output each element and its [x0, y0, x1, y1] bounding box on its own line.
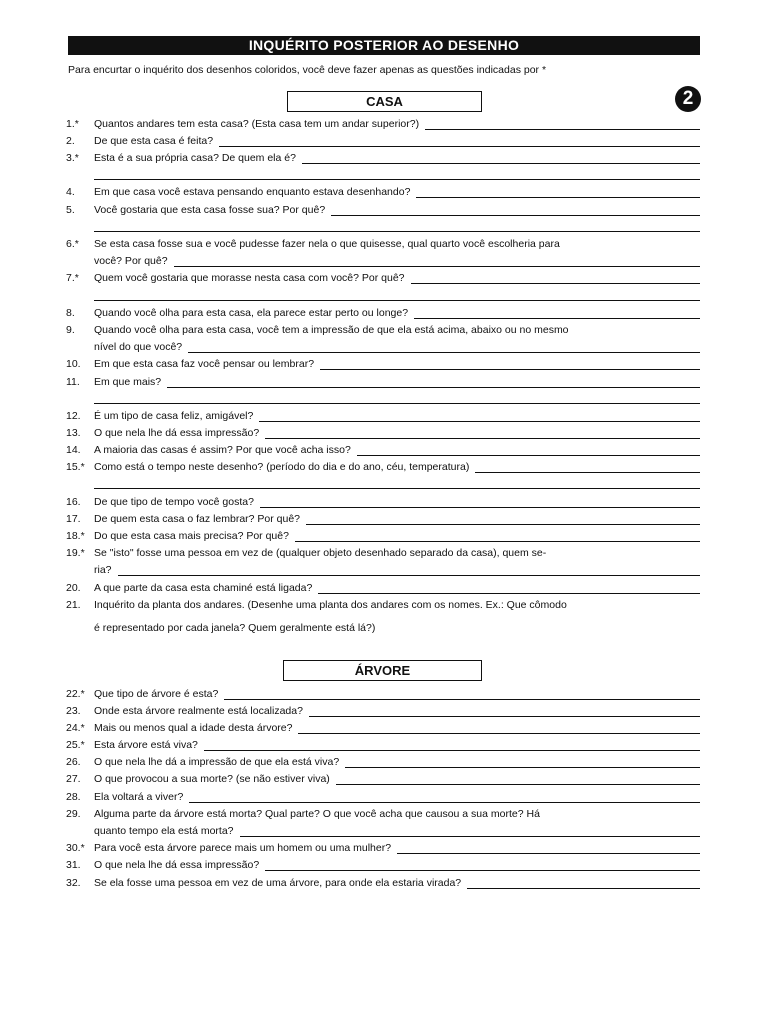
page-number-badge: 2	[675, 86, 701, 112]
answer-line[interactable]	[298, 733, 700, 734]
answer-line[interactable]	[336, 784, 700, 785]
question-text: Para você esta árvore parece mais um homem ou uma mulher?	[94, 842, 392, 854]
question-text: Se esta casa fosse sua e você pudesse fazer nela o que quisesse, qual quarto você escolheria para	[94, 238, 560, 250]
question-item	[66, 356, 700, 373]
question-text-continued: você? Por quê?	[94, 255, 168, 267]
question-text: A que parte da casa esta chaminé está ligada?	[94, 582, 313, 594]
question-text: O que nela lhe dá essa impressão?	[94, 427, 260, 439]
question-text: Alguma parte da árvore está morta? Qual parte? O que você acha que causou a sua morte? Há	[94, 808, 540, 820]
question-number: 12.	[66, 410, 81, 422]
question-text: Se "isto" fosse uma pessoa em vez de (qualquer objeto desenhado separado da casa), quem se-	[94, 547, 547, 559]
question-number: 32.	[66, 877, 81, 889]
question-item	[66, 580, 700, 597]
extra-answer-line[interactable]	[94, 488, 700, 489]
question-item	[66, 511, 700, 528]
answer-line[interactable]	[475, 472, 700, 473]
answer-line[interactable]	[414, 318, 700, 319]
answer-line[interactable]	[265, 438, 700, 439]
section-title-casa: CASA	[287, 91, 482, 112]
question-number: 29.	[66, 808, 81, 820]
question-text-continued: ria?	[94, 564, 112, 576]
answer-line[interactable]	[260, 507, 700, 508]
question-text: De que esta casa é feita?	[94, 135, 214, 147]
answer-line[interactable]	[357, 455, 700, 456]
answer-line[interactable]	[189, 802, 700, 803]
question-text: Como está o tempo neste desenho? (período do dia e do ano, céu, temperatura)	[94, 461, 470, 473]
question-item	[66, 459, 700, 476]
question-item	[66, 720, 700, 737]
question-text: De que tipo de tempo você gosta?	[94, 496, 254, 508]
question-number: 7.*	[66, 272, 79, 284]
question-text: Mais ou menos qual a idade desta árvore?	[94, 722, 293, 734]
form-title: INQUÉRITO POSTERIOR AO DESENHO	[68, 36, 700, 55]
question-item	[66, 116, 700, 133]
question-number: 13.	[66, 427, 81, 439]
question-item	[66, 771, 700, 788]
question-number: 4.	[66, 186, 75, 198]
question-text: Em que casa você estava pensando enquanto estava desenhando?	[94, 186, 411, 198]
answer-line[interactable]	[259, 421, 700, 422]
question-number: 23.	[66, 705, 81, 717]
question-item	[66, 184, 700, 201]
question-text: Quando você olha para esta casa, ela parece estar perto ou longe?	[94, 307, 409, 319]
section-title-arvore: ÁRVORE	[283, 660, 482, 681]
question-number: 17.	[66, 513, 81, 525]
question-number: 15.*	[66, 461, 85, 473]
question-text: Quando você olha para esta casa, você tem a impressão de que ela está acima, abaixo ou no mesmo	[94, 324, 569, 336]
answer-line[interactable]	[265, 870, 700, 871]
question-number: 1.*	[66, 118, 79, 130]
question-text: O que provocou a sua morte? (se não estiver viva)	[94, 773, 330, 785]
answer-line[interactable]	[167, 387, 700, 388]
question-item	[66, 737, 700, 754]
question-number: 9.	[66, 324, 75, 336]
question-text: Esta árvore está viva?	[94, 739, 198, 751]
question-item	[66, 150, 700, 167]
answer-line[interactable]	[306, 524, 700, 525]
answer-line[interactable]	[224, 699, 700, 700]
answer-line[interactable]	[219, 146, 700, 147]
answer-line[interactable]	[416, 197, 700, 198]
question-continuation	[94, 253, 700, 270]
question-number: 14.	[66, 444, 81, 456]
question-item	[66, 322, 700, 339]
answer-line[interactable]	[295, 541, 700, 542]
question-text-continued: é representado por cada janela? Quem geralmente está lá?)	[94, 622, 376, 634]
question-continuation	[94, 620, 700, 637]
extra-answer-line[interactable]	[94, 179, 700, 180]
extra-answer-line[interactable]	[94, 403, 700, 404]
question-item	[66, 545, 700, 562]
question-item	[66, 686, 700, 703]
question-number: 25.*	[66, 739, 85, 751]
question-text-continued: nível do que você?	[94, 341, 183, 353]
question-item	[66, 857, 700, 874]
question-number: 5.	[66, 204, 75, 216]
answer-line[interactable]	[188, 352, 700, 353]
question-text: De quem esta casa o faz lembrar? Por quê?	[94, 513, 301, 525]
question-text: Se ela fosse uma pessoa em vez de uma árvore, para onde ela estaria virada?	[94, 877, 462, 889]
question-item	[66, 305, 700, 322]
question-item	[66, 202, 700, 219]
question-item	[66, 754, 700, 771]
question-number: 30.*	[66, 842, 85, 854]
question-number: 11.	[66, 376, 80, 388]
question-text: Ela voltará a viver?	[94, 791, 184, 803]
question-number: 8.	[66, 307, 75, 319]
question-number: 20.	[66, 582, 81, 594]
extra-answer-line[interactable]	[94, 300, 700, 301]
question-number: 27.	[66, 773, 81, 785]
answer-line[interactable]	[397, 853, 700, 854]
question-item	[66, 597, 700, 614]
question-number: 24.*	[66, 722, 85, 734]
question-item	[66, 494, 700, 511]
question-continuation	[94, 562, 700, 579]
question-item	[66, 236, 700, 253]
question-item	[66, 374, 700, 391]
question-number: 3.*	[66, 152, 79, 164]
question-text: Em que mais?	[94, 376, 162, 388]
question-number: 28.	[66, 791, 81, 803]
answer-line[interactable]	[318, 593, 700, 594]
question-number: 10.	[66, 358, 81, 370]
answer-line[interactable]	[118, 575, 700, 576]
question-text: Que tipo de árvore é esta?	[94, 688, 219, 700]
question-item	[66, 528, 700, 545]
question-text: O que nela lhe dá essa impressão?	[94, 859, 260, 871]
question-item	[66, 270, 700, 287]
question-item	[66, 408, 700, 425]
question-text: A maioria das casas é assim? Por que você acha isso?	[94, 444, 351, 456]
question-item	[66, 133, 700, 150]
answer-line[interactable]	[425, 129, 700, 130]
question-number: 22.*	[66, 688, 85, 700]
question-number: 26.	[66, 756, 81, 768]
question-item	[66, 789, 700, 806]
answer-line[interactable]	[320, 369, 700, 370]
question-number: 18.*	[66, 530, 85, 542]
question-item	[66, 806, 700, 823]
question-text: Onde esta árvore realmente está localizada?	[94, 705, 303, 717]
question-continuation	[94, 339, 700, 356]
question-text: É um tipo de casa feliz, amigável?	[94, 410, 254, 422]
question-text-continued: quanto tempo ela está morta?	[94, 825, 234, 837]
answer-line[interactable]	[331, 215, 700, 216]
question-text: Em que esta casa faz você pensar ou lembrar?	[94, 358, 315, 370]
intro-instructions: Para encurtar o inquérito dos desenhos coloridos, você deve fazer apenas as questões indicadas por *	[68, 64, 547, 76]
question-number: 21.	[66, 599, 81, 611]
question-number: 6.*	[66, 238, 79, 250]
answer-line[interactable]	[467, 888, 700, 889]
question-number: 16.	[66, 496, 81, 508]
question-number: 31.	[66, 859, 81, 871]
question-item	[66, 703, 700, 720]
question-item	[66, 442, 700, 459]
question-text: O que nela lhe dá a impressão de que ela está viva?	[94, 756, 340, 768]
question-item	[66, 840, 700, 857]
question-number: 2.	[66, 135, 75, 147]
answer-line[interactable]	[309, 716, 700, 717]
question-continuation	[94, 823, 700, 840]
question-text: Do que esta casa mais precisa? Por quê?	[94, 530, 289, 542]
question-item	[66, 425, 700, 442]
question-text: Quem você gostaria que morasse nesta casa com você? Por quê?	[94, 272, 405, 284]
answer-line[interactable]	[302, 163, 700, 164]
question-text: Quantos andares tem esta casa? (Esta casa tem um andar superior?)	[94, 118, 420, 130]
answer-line[interactable]	[345, 767, 700, 768]
answer-line[interactable]	[240, 836, 700, 837]
question-number: 19.*	[66, 547, 85, 559]
question-text: Inquérito da planta dos andares. (Desenhe uma planta dos andares com os nomes. Ex.: Que cômodo	[94, 599, 567, 611]
question-text: Esta é a sua própria casa? De quem ela é?	[94, 152, 296, 164]
question-item	[66, 875, 700, 892]
answer-line[interactable]	[204, 750, 700, 751]
answer-line[interactable]	[174, 266, 700, 267]
question-text: Você gostaria que esta casa fosse sua? Por quê?	[94, 204, 326, 216]
answer-line[interactable]	[411, 283, 701, 284]
extra-answer-line[interactable]	[94, 231, 700, 232]
